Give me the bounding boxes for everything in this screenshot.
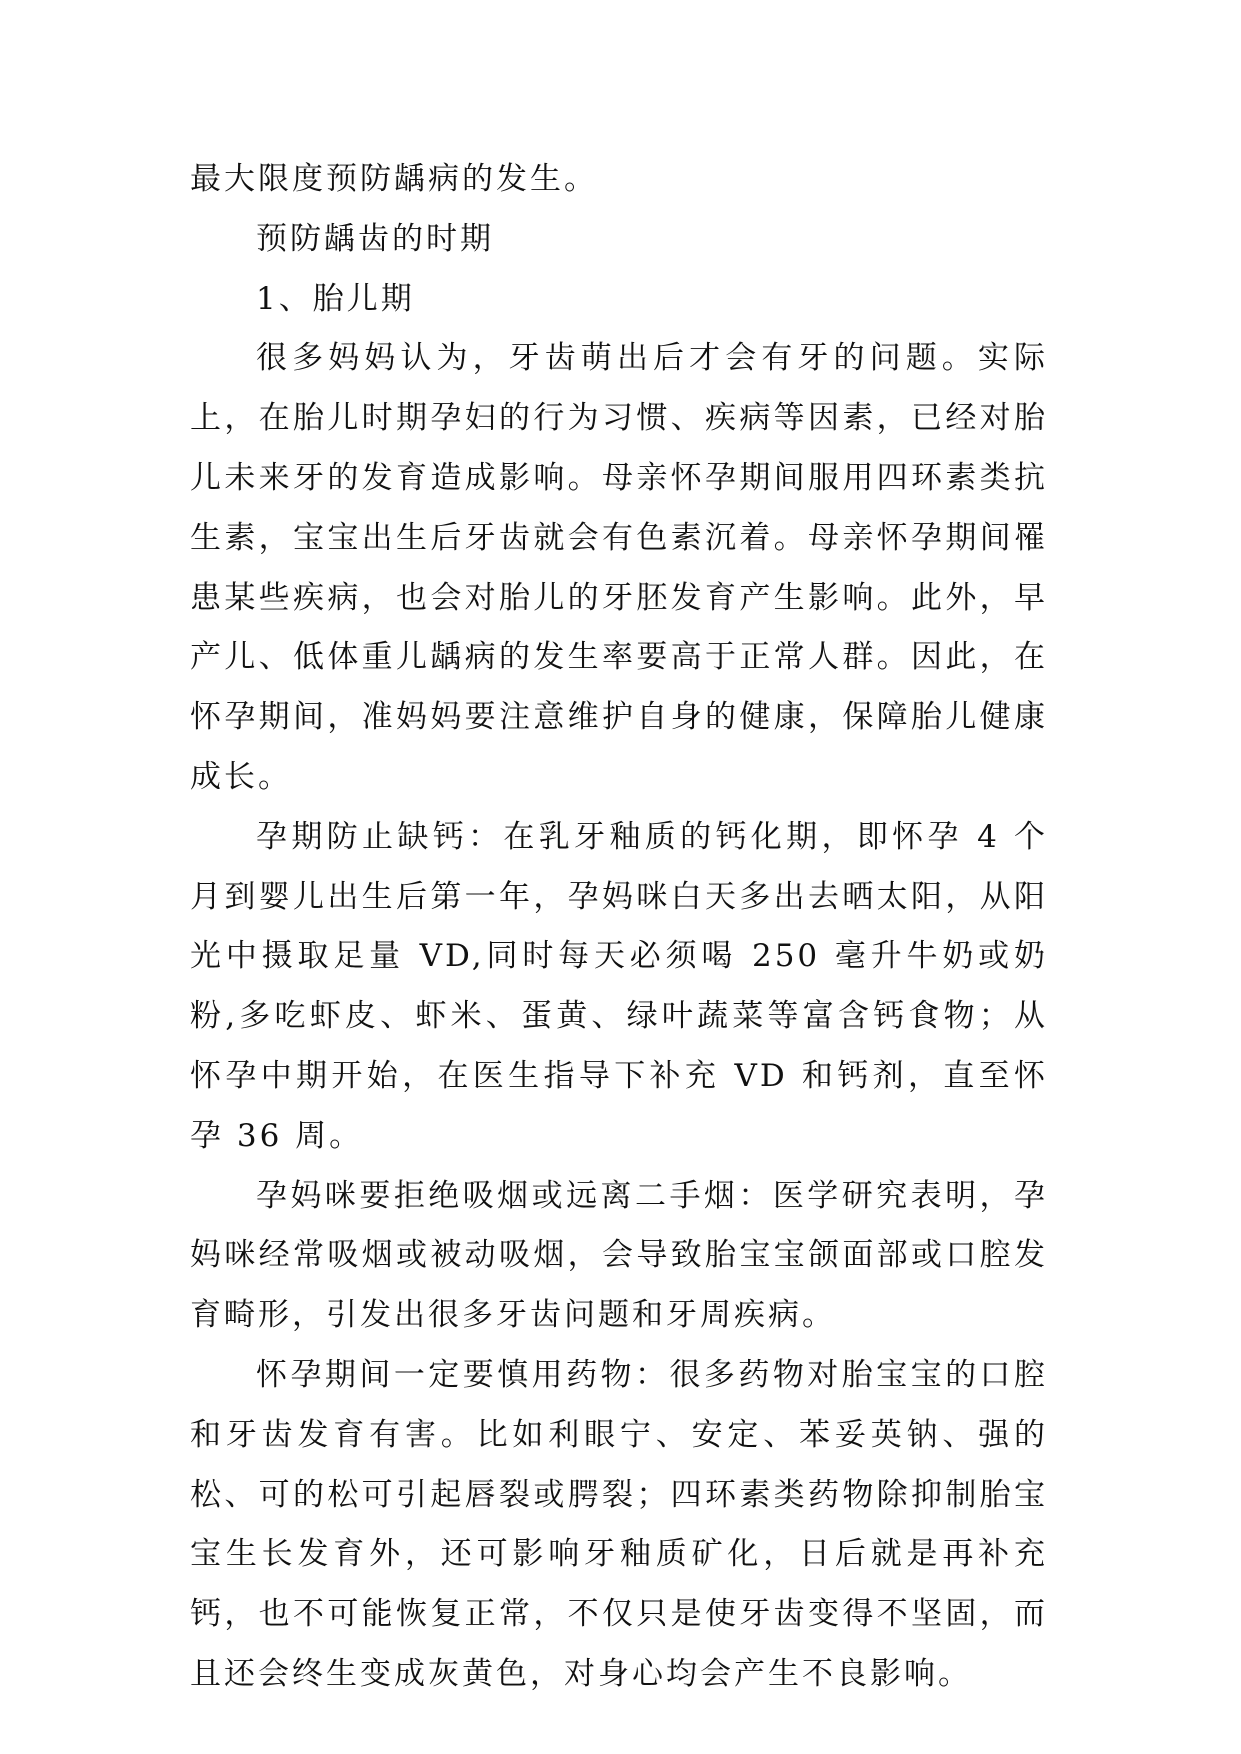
paragraph-smoking: 孕妈咪要拒绝吸烟或远离二手烟：医学研究表明，孕妈咪经常吸烟或被动吸烟，会导致胎宝宝颌面部或口腔发育畸形，引发出很多牙齿问题和牙周疾病。: [190, 1177, 1048, 1334]
paragraph-continuation: 最大限度预防龋病的发生。: [190, 161, 598, 197]
paragraph-calcium: 孕期防止缺钙：在乳牙釉质的钙化期，即怀孕 4 个月到婴儿出生后第一年，孕妈咪白天多出去晒太阳，从阳光中摄取足量 VD,同时每天必须喝 250 毫升牛奶或奶粉,多吃虾皮、虾米、蛋黄、绿叶蔬菜等富含钙食物；从怀孕中期开始，在医生指导下补充 VD 和钙剂，直至怀孕 36 周。: [190, 818, 1048, 1154]
paragraph-fetal-period: 很多妈妈认为，牙齿萌出后才会有牙的问题。实际上，在胎儿时期孕妇的行为习惯、疾病等因素，已经对胎儿未来牙的发育造成影响。母亲怀孕期间服用四环素类抗生素，宝宝出生后牙齿就会有色素沉着。母亲怀孕期间罹患某些疾病，也会对胎儿的牙胚发育产生影响。此外，早产儿、低体重儿龋病的发生率要高于正常人群。因此，在怀孕期间，准妈妈要注意维护自身的健康，保障胎儿健康成长。: [190, 340, 1048, 795]
paragraph-medication: 怀孕期间一定要慎用药物：很多药物对胎宝宝的口腔和牙齿发育有害。比如利眼宁、安定、苯妥英钠、强的松、可的松可引起唇裂或腭裂；四环素类药物除抑制胎宝宝生长发育外，还可影响牙釉质矿化，日后就是再补充钙，也不可能恢复正常，不仅只是使牙齿变得不坚固，而且还会终生变成灰黄色，对身心均会产生不良影响。: [190, 1356, 1048, 1692]
subsection-heading: 1、胎儿期: [256, 280, 415, 317]
document-body: [190, 150, 1048, 1705]
section-heading: 预防龋齿的时期: [256, 220, 494, 257]
